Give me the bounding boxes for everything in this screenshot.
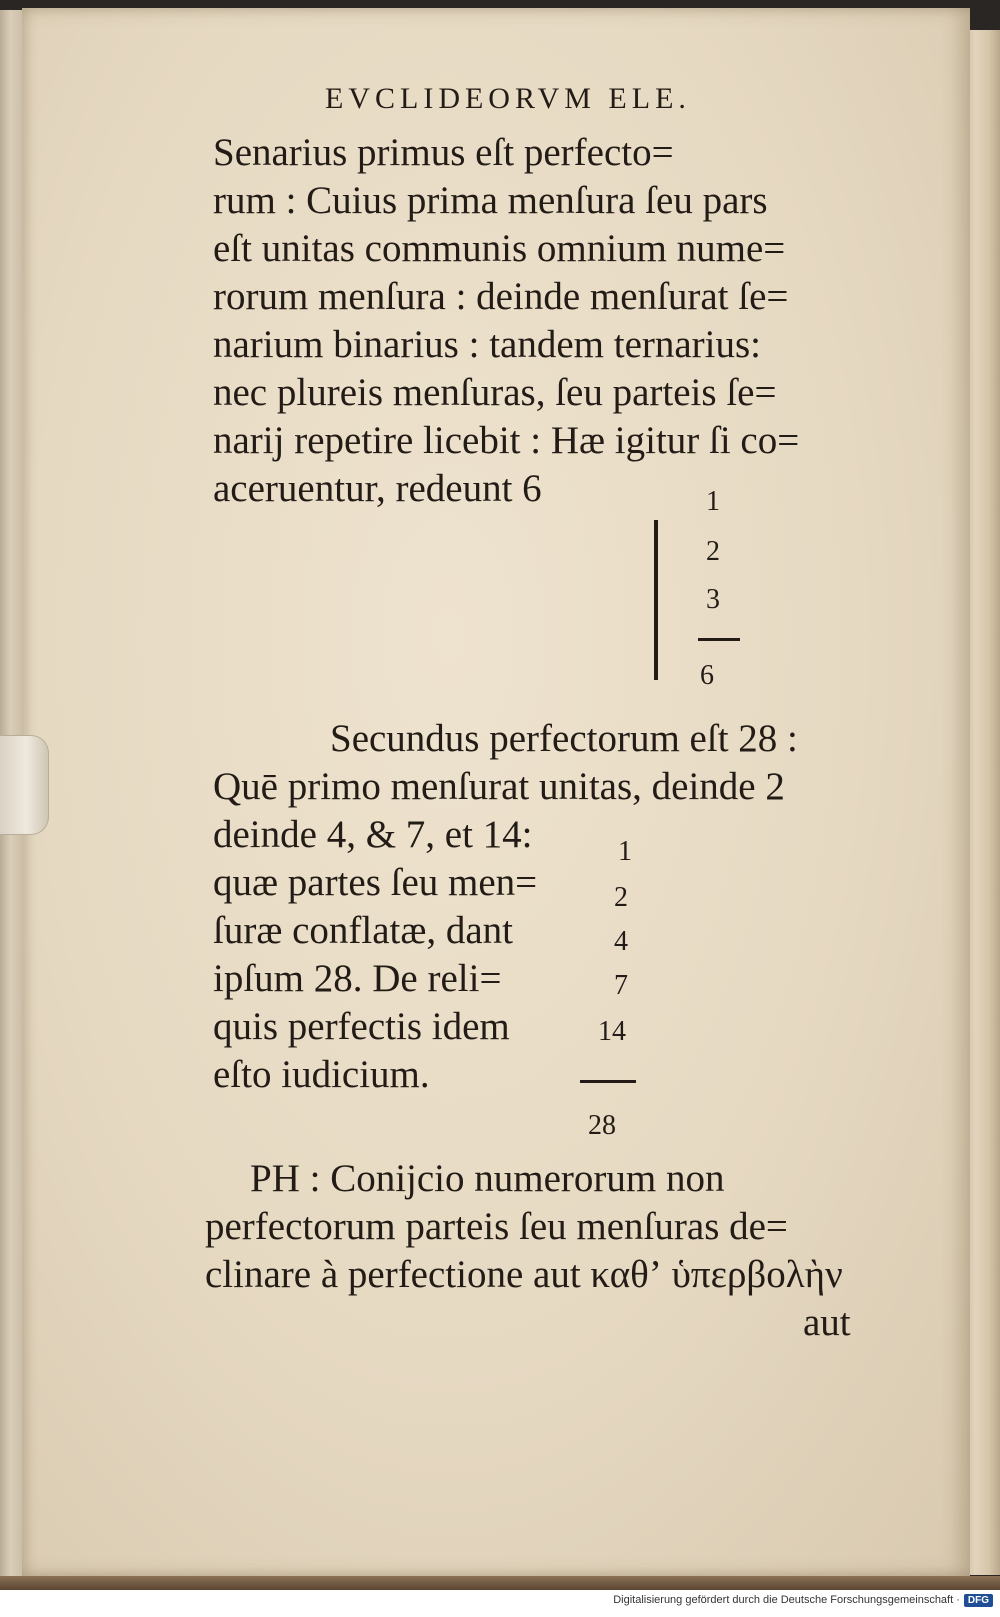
sum-result: 6 [700,660,714,691]
text-line: Quē primo menſurat unitas, deinde 2 [213,765,785,808]
dfg-logo: DFG [964,1594,993,1607]
text-line: quæ partes ſeu men= [213,861,538,904]
brace-line [654,520,658,680]
divisor-number: 3 [706,584,720,615]
text-line: ipſum 28. De reli= [213,957,502,1000]
sum-result: 28 [588,1110,616,1141]
text-line: ſuræ conflatæ, dant [213,909,514,952]
text-line: aceruentur, redeunt 6 [213,467,542,510]
text-line: Secundus perfectorum eſt 28 : [330,717,798,760]
page-clip [0,735,49,835]
book-bottom-edge [0,1576,1000,1590]
divisor-number: 2 [706,536,720,567]
text-line: narium binarius : tandem ternarius: [213,323,762,366]
digitization-footer [0,1594,993,1614]
sum-rule [698,638,740,641]
sum-rule [580,1080,636,1083]
text-line: nec plureis menſuras, ſeu parteis ſe= [213,371,777,414]
text-line: eſto iudicium. [213,1053,430,1096]
divisor-number: 1 [706,486,720,517]
text-line: perfectorum parteis ſeu menſuras de= [205,1205,788,1248]
running-header: EVCLIDEORVM ELE. [325,82,691,115]
text-line: rum : Cuius prima menſura ſeu pars [213,179,768,222]
divisor-number: 2 [614,882,628,913]
text-line: eſt unitas communis omnium nume= [213,227,786,270]
text-line: rorum menſura : deinde menſurat ſe= [213,275,789,318]
divisor-number: 4 [614,926,628,957]
divisor-number: 1 [618,836,632,867]
divisor-number: 7 [614,970,628,1001]
catchword: aut [803,1301,851,1344]
text-line: PH : Conijcio numerorum non [250,1157,725,1200]
divisor-number: 14 [598,1016,626,1047]
footer-text: Digitalisierung gefördert durch die Deutsche Forschungsgemeinschaft · [613,1594,960,1606]
text-line: Senarius primus eſt perfecto= [213,131,674,174]
text-line: deinde 4, & 7, et 14: [213,813,533,856]
text-line: clinare à perfectione aut καθʼ ὑπερβολὴν [205,1253,843,1296]
text-line: quis perfectis idem [213,1005,510,1048]
text-line: narij repetire licebit : Hæ igitur ſi co= [213,419,800,462]
